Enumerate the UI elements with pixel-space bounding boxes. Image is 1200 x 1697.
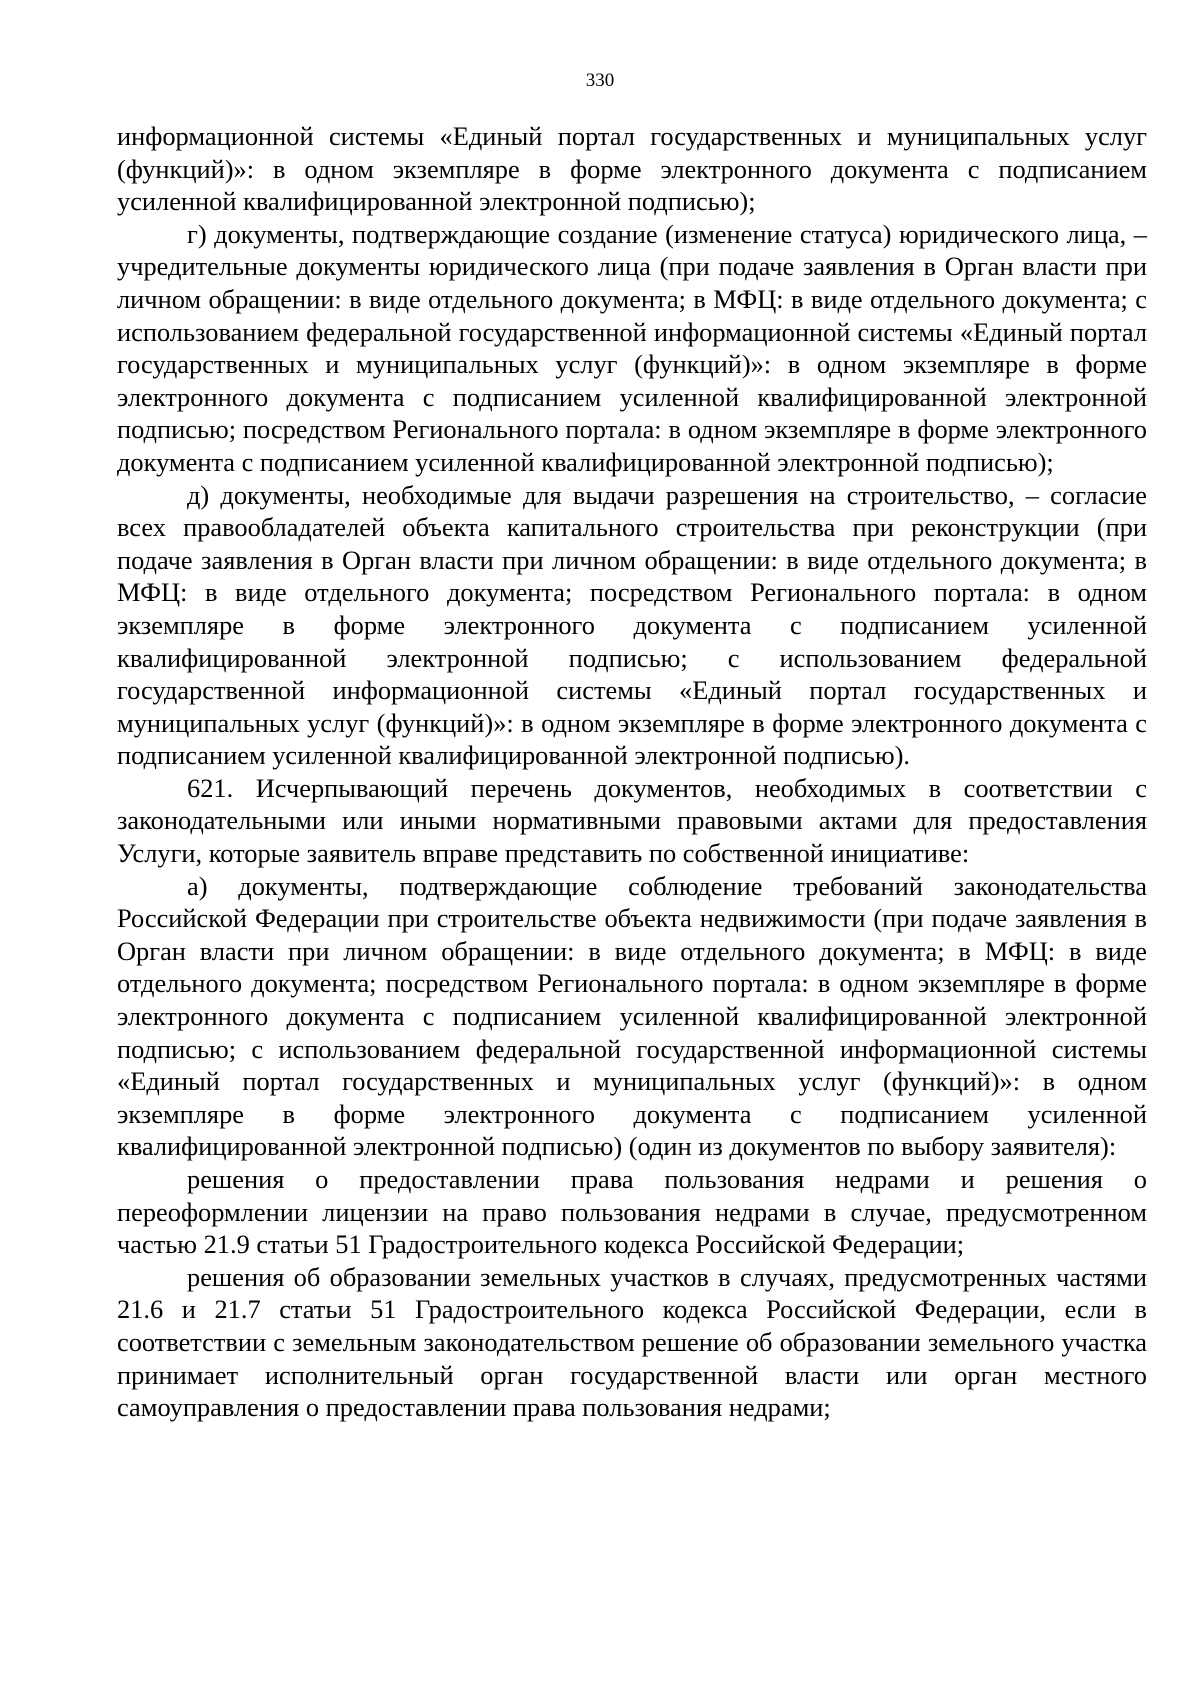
paragraph-item-g: г) документы, подтверждающие создание (изменение статуса) юридического лица, – учредительные документы юридического лица (при подаче заявления в Орган власти при личном обращении: в виде отдельного документа; в МФЦ: в виде отдельного документа; с использованием федеральной государственной информационной системы «Единый портал государственных и муниципальных услуг (функций)»: в одном экземпляре в форме электронного документа с подписанием усиленной квалифицированной электронной подписью; посредством Регионального портала: в одном экземпляре в форме электронного документа с подписанием усиленной квалифицированной электронной подписью); <box>117 218 1147 477</box>
paragraph-section-621: 621. Исчерпывающий перечень документов, необходимых в соответствии с законодательными или иными нормативными правовыми актами для предоставления Услуги, которые заявитель вправе представить по собственной инициативе: <box>117 772 1147 869</box>
paragraph-land-plot-decisions: решения об образовании земельных участков в случаях, предусмотренных частями 21.6 и 21.7 статьи 51 Градостроительного кодекса Российской Федерации, если в соответствии с земельным законодательством решение об образовании земельного участка принимает исполнительный орган государственной власти или орган местного самоуправления о предоставлении права пользования недрами; <box>117 1261 1147 1423</box>
paragraph-item-a: а) документы, подтверждающие соблюдение требований законодательства Российской Федерации при строительстве объекта недвижимости (при подаче заявления в Орган власти при личном обращении: в виде отдельного документа; в МФЦ: в виде отдельного документа; посредством Регионального портала: в одном экземпляре в форме электронного документа с подписанием усиленной квалифицированной электронной подписью; с использованием федеральной государственной информационной системы «Единый портал государственных и муниципальных услуг (функций)»: в одном экземпляре в форме электронного документа с подписанием усиленной квалифицированной электронной подписью) (один из документов по выбору заявителя): <box>117 870 1147 1162</box>
paragraph-subsoil-decisions: решения о предоставлении права пользования недрами и решения о переоформлении лицензии на право пользования недрами в случае, предусмотренном частью 21.9 статьи 51 Градостроительного кодекса Российской Федерации; <box>117 1164 1147 1260</box>
page-number: 330 <box>585 70 615 91</box>
document-body <box>117 120 1147 1424</box>
paragraph-continuation: информационной системы «Единый портал государственных и муниципальных услуг (функций)»: в одном экземпляре в форме электронного документа с подписанием усиленной квалифицированной электронной подписью); <box>117 121 1147 217</box>
paragraph-item-d: д) документы, необходимые для выдачи разрешения на строительство, – согласие всех правообладателей объекта капитального строительства при реконструкции (при подаче заявления в Орган власти при личном обращении: в виде отдельного документа; в МФЦ: в виде отдельного документа; посредством Регионального портала: в одном экземпляре в форме электронного документа с подписанием усиленной квалифицированной электронной подписью; с использованием федеральной государственной информационной системы «Единый портал государственных и муниципальных услуг (функций)»: в одном экземпляре в форме электронного документа с подписанием усиленной квалифицированной электронной подписью). <box>117 479 1147 771</box>
